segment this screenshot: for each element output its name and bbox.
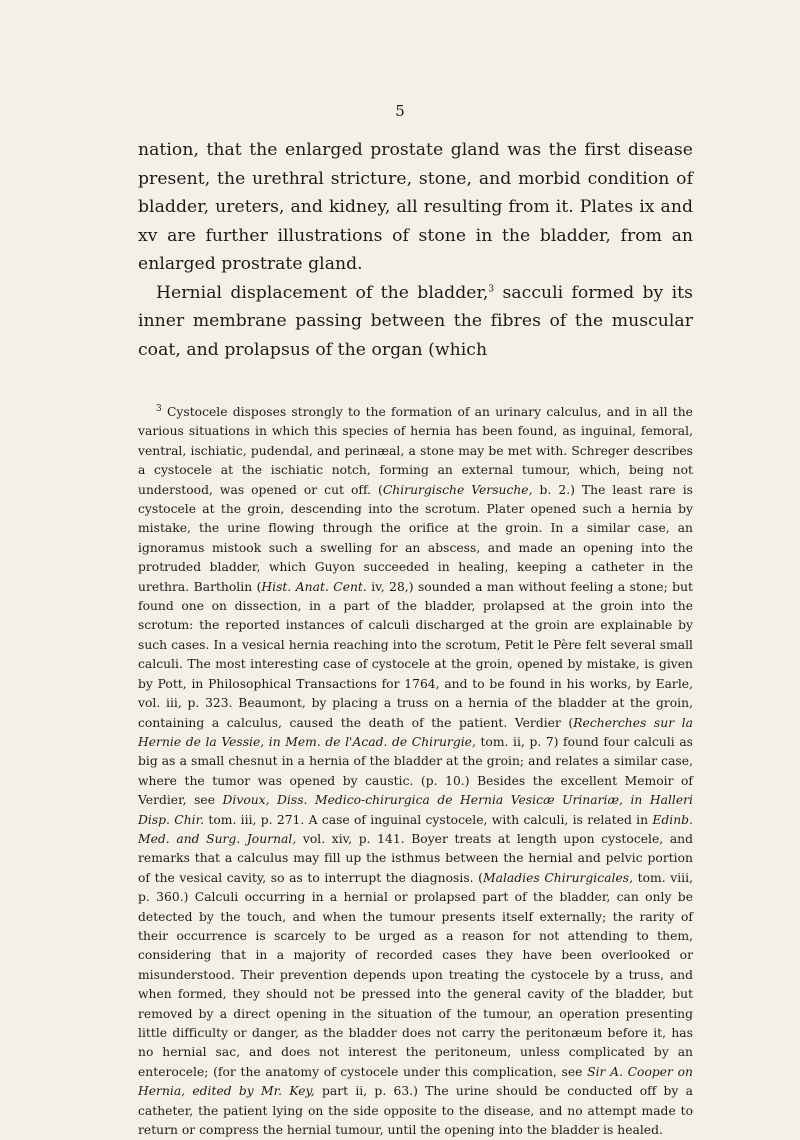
body-paragraph-2 (138, 279, 693, 365)
footnote-text: tom. ii, p. 7) found four calculi as big as a small chesnut in a hernia of the bladder at the groin; and relates a similar case, where the tumor was opened by caustic. (p. 10.) Besides the excellent Memoir of Verdier, see (138, 734, 694, 808)
footnote-citation: Divoux, Diss. Medico-chirurgica de Hernia Vesicæ Urinariæ, in Halleri Disp. Chir. (138, 793, 693, 827)
footnote-citation: Recherches sur la Hernie de la Vessie, in Mem. de l'Acad. de Chirurgie, (138, 715, 693, 749)
footnote-paragraph (138, 403, 693, 1140)
footnote (138, 403, 693, 1140)
footnote-citation: Maladies Chirurgicales, (483, 870, 634, 885)
footnote-text: tom. iii, p. 271. A case of inguinal cystocele, with calculi, is related in (204, 812, 653, 827)
footnote-text: vol. xiv, p. 141. Boyer treats at length upon cystocele, and remarks that a calculus may fill up the isthmus between the hernial and pelvic portion of the vesical cavity, so as to interrupt the diagnosis. ( (138, 831, 694, 885)
body-paragraph-2-end: sacculi formed by its inner membrane passing between the fibres of the muscular coat, and prolapsus of the organ (which (138, 282, 693, 360)
body-paragraph-2-start: Hernial displacement of the bladder, (156, 282, 489, 303)
footnote-text: iv, 28,) sounded a man without feeling a stone; but found one on dissection, in a part of the bladder, prolapsed at the groin into the scrotum: the reported instances of calculi discharged at the groin are explainable by such cases. In a vesical hernia reaching into the scrotum, Petit le Père felt several small calculi. The most interesting case of cystocele at the groin, opened by mistake, is given by Pott, in Philosophical Transactions for 1764, and to be found in his works, by Earle, vol. iii, p. 323. Beaumont, by placing a truss on a hernia of the bladder at the groin, containing a calculus, caused the death of the patient. Verdier ( (138, 579, 693, 730)
footnote-text: tom. viii, p. 360.) Calculi occurring in a hernial or prolapsed part of the bladder, can only be detected by the touch, and when the tumour presents itself externally; the rarity of their occurrence is scarcely to be urged as a reason for not attending to them, considering that in a majority of recorded cases they have been overlooked or misunderstood. Their prevention depends upon treating the cystocele by a truss, and when formed, they should not be pressed into the general cavity of the bladder, but removed by a direct opening in the situation of the tumour, an operation presenting little difficulty or danger, as the bladder does not carry the peritonæum before it, has no hernial sac, and does not interest the peritoneum, unless complicated by an enterocele; (for the anatomy of cystocele under this complication, see (138, 870, 694, 1079)
page-number: 5 (395, 102, 405, 120)
footnote-citation: Hist. Anat. Cent. (261, 579, 367, 594)
footnote-text: Cystocele disposes strongly to the formation of an urinary calculus, and in all the various situations in which this species of hernia has been found, as inguinal, femoral, ventral, ischiatic, pudendal, and perinæal, a stone may be met with. Schreger describes a cystocele at the ischiatic notch, forming an external tumour, which, being not understood, was opened or cut off. ( (138, 405, 693, 497)
footnote-text: part ii, p. 63.) The urine should be conducted off by a catheter, the patient lying on the side opposite to the disease, and no attempt made to return or compress the hernial tumour, until the opening into the bladder is healed. (138, 1084, 693, 1138)
footnote-citation: Chirurgische Versuche, (382, 482, 533, 497)
footnote-marker: 3 (156, 403, 162, 414)
footnote-reference: 3 (488, 283, 495, 294)
footnote-text: b. 2.) The least rare is cystocele at the groin, descending into the scrotum. Plater opened such a hernia by mistake, the urine flowing through the orifice at the groin. In a similar case, an ignoramus mistook such a swelling for an abscess, and made an opening into the protruded bladder, which Guyon succeeded in healing, keeping a catheter in the urethra. Bartholin ( (138, 482, 693, 594)
main-text (138, 136, 693, 364)
body-paragraph-1: nation, that the enlarged prostate gland was the first disease present, the urethral stricture, stone, and morbid condition of bladder, ureters, and kidney, all resulting from it. Plates ix and xv are further illustrations of stone in the bladder, from an enlarged prostrate gland. (138, 140, 693, 274)
footnote-citation: Edinb. Med. and Surg. Journal, (138, 812, 693, 846)
footnote-citation: Sir A. Cooper on Hernia, edited by Mr. Key, (138, 1064, 693, 1099)
